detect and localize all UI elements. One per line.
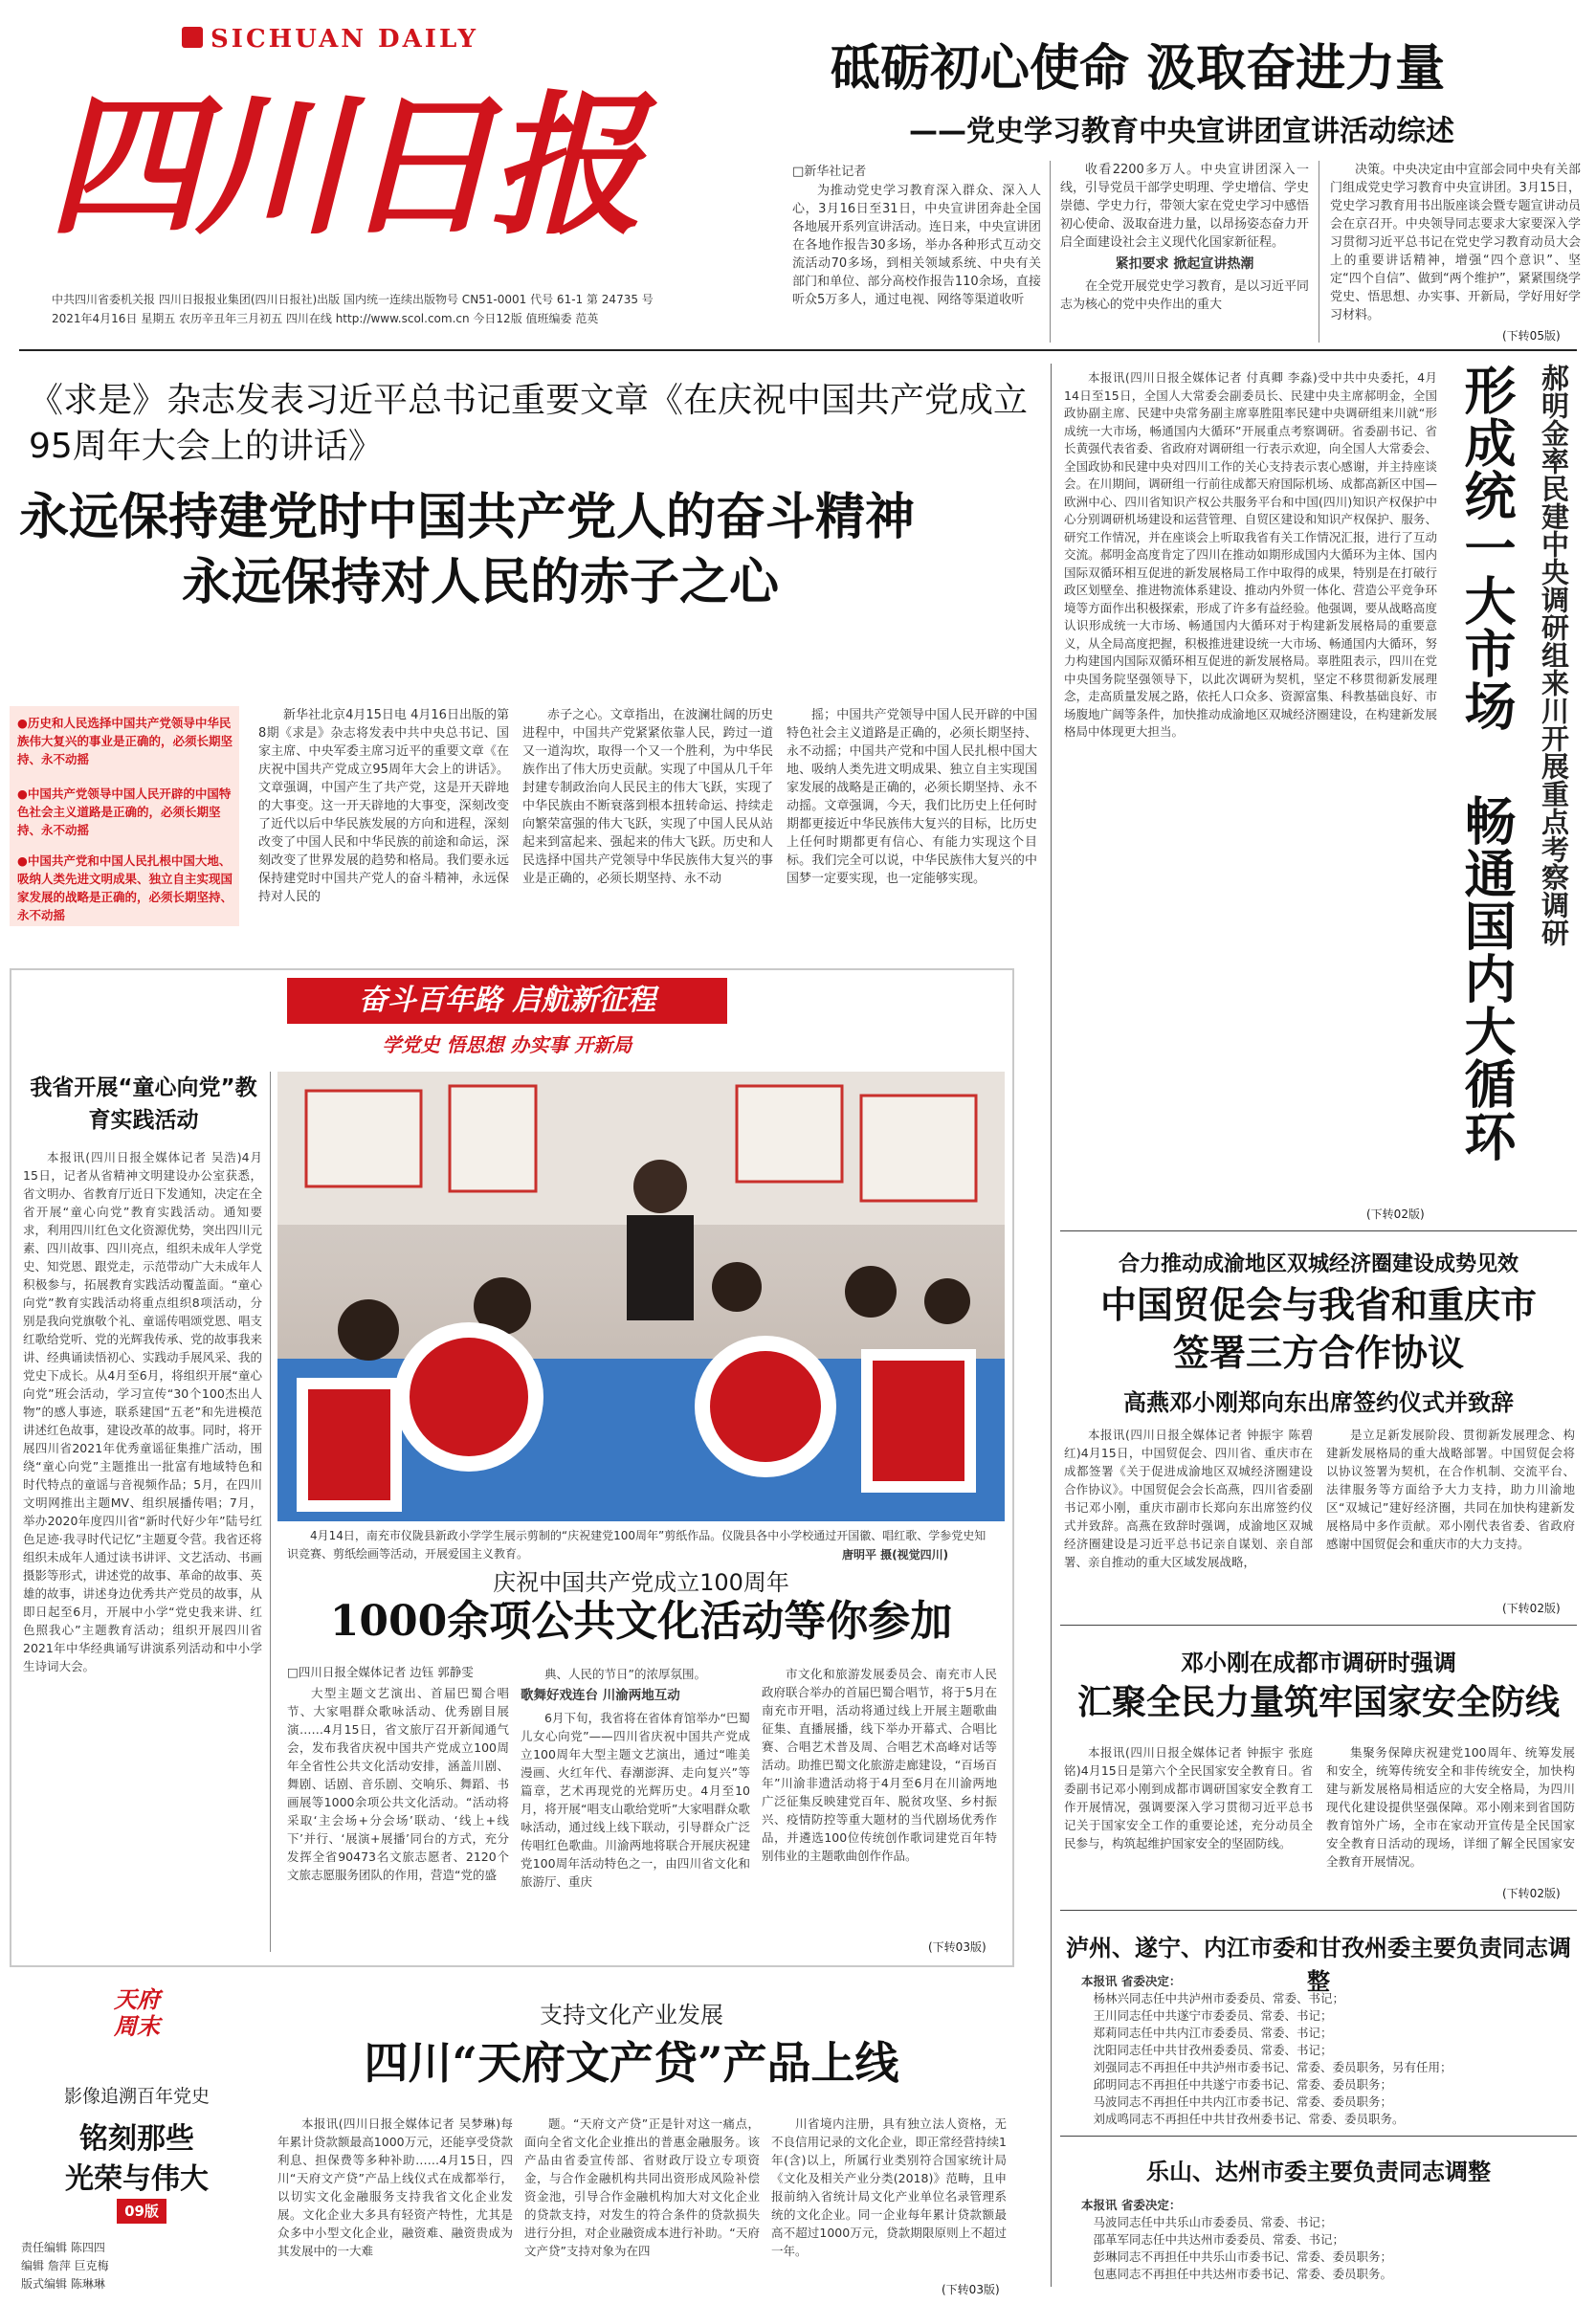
tianfu-desc: 影像追溯百年党史 — [63, 2086, 210, 2107]
tianfu-page-badge: 09版 — [117, 2199, 166, 2224]
appoint2-headline: 乐山、达州市委主要负责同志调整 — [1146, 2159, 1491, 2185]
editor-3: 版式编辑 陈琳琳 — [21, 2277, 105, 2291]
top-story-col2-head: 紧扣要求 掀起宣讲热潮 — [1115, 256, 1254, 272]
ccpit-col2 — [1326, 1426, 1575, 1603]
top-story-col1-text: 为推动党史学习教育深入群众、深入人心，3月16日至31日，中央宣讲团奔赴全国各地展开系列宣讲活动。连日来，中央宣讲团在各地作报告30多场，举办各种形式互动交流活动70多场，到相关领域系统、中央有关部门和单位、部分高校作报告110余场，直接听众5万多人，通过电视、网络等渠道收听 — [792, 184, 1041, 307]
security-col2 — [1326, 1743, 1575, 1887]
top-story-col2b-text: 在全党开展党史学习教育，是以习近平同志为核心的党中央作出的重大 — [1060, 279, 1309, 312]
loan-kicker: 支持文化产业发展 — [540, 2002, 723, 2028]
ccpit-subhead: 高燕邓小刚郑向东出席签约仪式并致辞 — [1123, 1389, 1514, 1416]
tianfu-column — [19, 1981, 255, 2229]
culture-col2a-text: 典、人民的节日”的浓厚氛围。 — [544, 1667, 706, 1681]
qiushi-bullet-1: ●历史和人民选择中国共产党领导中华民族伟大复兴的事业是正确的，必须长期坚持、永不动摇 — [17, 716, 233, 766]
culture-jump: (下转03版) — [928, 1940, 986, 1954]
editor-1: 责任编辑 陈四四 — [21, 2241, 105, 2254]
editors — [21, 2239, 109, 2293]
top-story-title: 砥砺初心使命 汲取奋进力量 — [831, 39, 1446, 98]
market-body — [1064, 369, 1437, 1207]
loan-col1-text: 本报讯(四川日报全媒体记者 吴梦琳)每年累计贷款额最高1000万元，还能享受贷款利息、担保费等多种补助……4月15日，四川“天府文产贷”产品上线仪式在成都举行，以切实文化金融服务支持我省文化企业发展。文化企业大多具有轻资产特性，尤其是众多中小型文化企业，融资难、融资贵成为其发展中的一大难 — [277, 2116, 513, 2258]
appoint1-item: 刘成鸣同志不再担任中共甘孜州委书记、常委、委员职务。 — [1093, 2112, 1405, 2126]
culture-col2b-text: 6月下旬，我省将在省体育馆举办“巴蜀儿女心向党”——四川省庆祝中国共产党成立100周年大型主题文艺演出，通过“唯美漫画、火红年代、春潮澎湃、走向复兴”等篇章，艺术再现党的光辉历史。4月至10月，将开展“唱支山歌给党听”大家唱群众歌咏活动，通过线上线下联动，引导群众广泛传唱红色歌曲。川渝两地将联合开展庆祝建党100周年活动特色之一，由四川省文化和旅游厅、重庆 — [521, 1711, 750, 1889]
qiushi-col1 — [258, 706, 509, 953]
masthead-title: 四川日报 — [48, 76, 638, 255]
qiushi-col3 — [787, 706, 1037, 953]
security-col1 — [1064, 1743, 1313, 1901]
ccpit-headline1: 中国贸促会与我省和重庆市 — [1099, 1283, 1537, 1326]
top-story-col2 — [1060, 161, 1309, 343]
ccpit-col1-text: 本报讯(四川日报全媒体记者 钟振宇 陈碧红)4月15日，中国贸促会、四川省、重庆市在成都签署《关于促进成渝地区双城经济圈建设合作协议》。中国贸促会会长高燕，四川省委副书记邓小刚，重庆市副市长郑向东出席签约仪式并致辞。高燕在致辞时强调，成渝地区双城经济圈建设是习近平总书记亲自谋划、亲自部署、亲自推动的重大区域发展战略， — [1064, 1428, 1313, 1569]
top-story-byline — [792, 161, 866, 179]
security-kicker: 邓小刚在成都市调研时强调 — [1181, 1650, 1456, 1676]
tongxin-headline: 我省开展“童心向党”教育实践活动 — [30, 1075, 257, 1133]
tianfu-logo: 天府周末 — [114, 1985, 160, 2040]
top-story-jump: (下转05版) — [1502, 329, 1561, 343]
qiushi-bullets-box — [10, 706, 239, 926]
qiushi-bullet-2: ●中国共产党领导中国人民开辟的中国特色社会主义道路是正确的，必须长期坚持、永不动摇 — [17, 786, 232, 837]
culture-col1-text: 大型主题文艺演出、首届巴蜀合唱节、大家唱群众歌咏活动、优秀剧目展演……4月15日，省文旅厅召开新闻通气会，发布我省庆祝中国共产党成立100周年全省性公共文化活动安排，涵盖川剧、舞剧、话剧、音乐剧、交响乐、舞蹈、书画展等1000余项公共文化活动。“活动将采取‘主会场+分会场’联动、‘线上+线下’并行、‘展演+展播’同台的方式，充分发挥全省90473名文旅志愿者、2120个文旅志愿服务团队的作用，营造“党的盛 — [287, 1686, 509, 1882]
appoint1-headline: 泸州、遂宁、内江市委和甘孜州委主要负责同志调整 — [1066, 1935, 1571, 1995]
appoint2-lead: 本报讯 省委决定： — [1081, 2198, 1182, 2212]
market-body-text: 本报讯(四川日报全媒体记者 付真卿 李淼)受中共中央委托，4月14日至15日，全国人大常委会副委员长、民建中央主席郝明金，全国政协副主席、民建中央常务副主席辜胜阻率民建中央调研组来川就“形成统一大市场，畅通国内大循环”开展重点考察调研。省委副书记、省长黄强代表省委、省政府对调研组一行表示欢迎，向全国人大常委会、全国政协和民建中央对四川工作的关心支持表示衷心感谢，并主持座谈会。在川期间，调研组一行前往成都天府国际机场、成都高新区中国—欧洲中心、四川省知识产权公共服务平台和中国(四川)知识产权保护中心分别调研机场建设和运营管理、自贸区建设和知识产权保护、服务、研究工作情况，并在座谈会上听取我省有关工作情况汇报，进行了互动交流。郝明金高度肯定了四川在推动如期形成国内大循环为主体、国内国际双循环相互促进的新发展格局工作中取得的成果，特别是在打破行政区划壁垒、推进物流体系建设、推动内外贸一体化、营造公平竞争环境等方面作出积极探索，形成了许多有益经验。他强调，要从战略高度认识形成统一大市场、畅通国内大循环对于构建新发展格局的重要意义，从全局高度把握，积极推进建设统一大市场、畅通国内大循环，努力构建国内国际双循环相互促进的新发展格局。辜胜阻表示，四川在党中央国务院坚强领导下，以此次调研为契机，坚定不移贯彻新发展理念，走高质量发展之路，依托人口众多、资源富集、科教基础良好、市场腹地广阔等条件，加快推动成渝地区双城经济圈建设，在构建新发展格局中体现更大担当。 — [1064, 370, 1437, 739]
photo-caption: 4月14日，南充市仪陇县新政小学学生展示剪制的“庆祝建党100周年”剪纸作品。仪陇县各中小学校通过开国徽、唱红歌、学参党史知识竞赛、剪纸绘画等活动，开展爱国主义教育。 — [287, 1529, 986, 1561]
qiushi-col1-text: 新华社北京4月15日电 4月16日出版的第8期《求是》杂志将发表中共中央总书记、国家主席、中央军委主席习近平的重要文章《在庆祝中国共产党成立95周年大会上的讲话》。文章强调，中国产生了共产党，这是开天辟地的大事变。这一开天辟地的大事变，深刻改变了近代以后中华民族发展的方向和进程，深刻改变了中国人民和中华民族的前途和命运，深刻改变了世界发展的趋势和格局。我们要永远保持建党时中国共产党人的奋斗精神，永远保持对人民的 — [258, 708, 509, 904]
qiushi-col3-text: 摇；中国共产党领导中国人民开辟的中国特色社会主义道路是正确的，必须长期坚持、永不动摇；中国共产党和中国人民扎根中国大地、吸纳人类先进文明成果、独立自主实现国家发展的战略是正确的，必须长期坚持、永不动摇。文章强调，今天，我们比历史上任何时期都更接近中华民族伟大复兴的目标，比历史上任何时期都更有信心、有能力实现这个目标。我们完全可以说，中华民族伟大复兴的中国梦一定要实现，也一定能够实现。 — [787, 708, 1037, 886]
qiushi-headline1: 永远保持建党时中国共产党人的奋斗精神 — [19, 488, 916, 546]
culture-headline: 1000余项公共文化活动等你参加 — [329, 1597, 953, 1646]
loan-jump: (下转03版) — [942, 2283, 1000, 2296]
appoint2-item: 彭琳同志不再担任中共乐山市委书记、常委、委员职务； — [1093, 2249, 1393, 2264]
qiushi-headline2: 永远保持对人民的赤子之心 — [182, 553, 780, 611]
appoint2-item: 邵革军同志任中共达州市委委员、常委、书记； — [1093, 2232, 1345, 2247]
market-subhead: 郝明金率民建中央调研组来川开展重点考察调研 — [1538, 364, 1570, 946]
appoint1-item: 刘强同志不再担任中共泸州市委书记、常委、委员职务，另有任用； — [1093, 2060, 1452, 2074]
culture-col3 — [762, 1665, 997, 1938]
security-col2-text: 集聚务保障庆祝建党100周年、统筹发展和安全，统筹传统安全和非传统安全，加快构建与新发展格局相适应的大安全格局，为四川现代化建设提供坚强保障。邓小刚来到省国防教育馆外广场，全市在家动开宣传是全民国家安全教育日活动的现场，详细了解全民国家安全教育开展情况。 — [1326, 1745, 1575, 1869]
ccpit-headline2: 签署三方合作协议 — [1172, 1331, 1464, 1374]
top-story-col1 — [792, 182, 1041, 344]
loan-col2-text: 题。“天府文产贷”正是针对这一痛点，面向全省文化企业推出的普惠金融服务。该产品由省委宣传部、省财政厅设立专项资金，与合作金融机构共同出资形成风险补偿资金池，引导合作金融机构加大对文化企业的贷款支持，对发生的符合条件的贷款损失进行分担，对企业融资成本进行补助。“天府文产贷”支持对象为在四 — [524, 2116, 760, 2258]
tianfu-title1: 铭刻那些 — [79, 2122, 194, 2156]
security-headline: 汇聚全民力量筑牢国家安全防线 — [1076, 1682, 1560, 1722]
qiushi-col2-text: 赤子之心。文章指出，在波澜壮阔的历史进程中，中国共产党紧紧依靠人民，跨过一道又一道沟坎，取得一个又一个胜利，为中华民族作出了伟大历史贡献。实现了中国从几千年封建专制政治向人民民主的伟大飞跃，实现了中华民族由不断衰落到根本扭转命运、持续走向繁荣富强的伟大飞跃，实现了中国人民从站起来到富起来、强起来的伟大飞跃。历史和人民选择中国共产党领导中华民族伟大复兴的事业是正确的，必须长期坚持、永不动 — [522, 708, 773, 886]
culture-col2 — [521, 1665, 750, 1957]
appoint2-item: 包惠同志不再担任中共达州市委书记、常委、委员职务。 — [1093, 2267, 1393, 2281]
ccpit-kicker: 合力推动成渝地区双城经济圈建设成势见效 — [1118, 1252, 1518, 1276]
loan-col3 — [771, 2115, 1007, 2279]
photo-illustration — [277, 1072, 1005, 1521]
loan-col2 — [524, 2115, 760, 2296]
appoint1-item: 沈阳同志任中共甘孜州委委员、常委、书记； — [1093, 2043, 1333, 2057]
loan-headline: 四川“天府文产贷”产品上线 — [364, 2037, 899, 2089]
market-jump: (下转02版) — [1366, 1207, 1425, 1221]
top-story-byline-text: 新华社记者 — [804, 165, 867, 179]
appoint1-lead: 本报讯 省委决定： — [1081, 1974, 1182, 1988]
loan-col3-text: 川省境内注册，具有独立法人资格，无不良信用记录的文化企业，即正常经营持续1年(含)以上，所属行业类别符合国家统计局《文化及相关产业分类(2018)》范畴，且申报前纳入省统计局文化产业单位名录管理系统的文化企业。同一企业每年累计贷款额最高不超过1000万元，贷款期限原则上不超过一年。 — [771, 2116, 1007, 2258]
byline-box-icon: □ — [792, 165, 805, 179]
masthead — [38, 17, 785, 343]
centennial-banner — [287, 978, 727, 1024]
appoint1-item: 马波同志不再担任中共内江市委书记、常委、委员职务； — [1093, 2094, 1393, 2109]
appoint1-item: 王川同志任中共遂宁市委委员、常委、书记； — [1093, 2008, 1333, 2023]
masthead-info-line2: 2021年4月16日 星期五 农历辛丑年三月初五 四川在线 http://www.scol.com.cn 今日12版 值班编委 范英 — [52, 312, 599, 325]
culture-col3-text: 市文化和旅游发展委员会、南充市人民政府联合举办的首届巴蜀合唱节，将于5月在南充市开唱，活动将通过线上开展主题歌曲征集、直播展播，线下举办开幕式、合唱比赛、合唱艺术普及周、合唱艺术高峰对话等活动。助推巴蜀文化旅游走廊建设，“百场百年”川渝非遗活动将于4月至6月在川渝两地广泛征集反映建党百年、脱贫攻坚、乡村振兴、疫情防控等重大题材的当代剧场优秀作品，并遴选100位传统创作歌词建党百年特别伟业的主题歌曲创作作品。 — [762, 1667, 997, 1863]
photo-credit: 唐明平 摄(视觉四川) — [842, 1548, 949, 1562]
qiushi-kicker: 《求是》杂志发表习近平总书记重要文章《在庆祝中国共产党成立95周年大会上的讲话》 — [29, 381, 1029, 466]
tongxin-body-text: 本报讯(四川日报全媒体记者 吴浩)4月15日，记者从省精神文明建设办公室获悉，省文明办、省教育厅近日下发通知，决定在全省开展“童心向党”教育实践活动。通知要求，利用四川红色文化资源优势，突出四川元素、四川故事、四川亮点，组织未成年人学党史、知党恩、跟党走，示范带动广大未成年人积极参与，拓展教育实践活动覆盖面。“童心向党”教育实践活动将重点组织8项活动，分别是我向党旗敬个礼、童谣传唱颂党恩、唱支红歌给党听、党的光辉我传承、党的故事我来讲、经典诵读悟初心、实践动手展风采、我的党史下成长。从4月至6月，将组织开展“童心向党”班会活动，学习宣传“30个100杰出人物”的感人事迹，联系建国“五老”和先进模范讲述红色故事，建设改革的故事。同时，将开展四川省2021年优秀童谣征集推广活动，围绕“童心向党”主题推出一批富有地域特色和时代特点的童谣与音视频作品；5月，在四川文明网推出主题MV、组织展播传唱；7月，举办2020年度四川省“新时代好少年”陆号红色足迹·我寻时代记忆”主题夏令营。我省还将组织未成年人通过读书讲评、文艺活动、书画摄影等形式，讲述党的故事、革命的故事、英雄的故事，讲述身边优秀共产党员的故事，从即日起至6月，开展中小学“党史我来讲、红色照我心”主题教育活动；组织开展四川省2021年中华经典诵写讲演系列活动和中小学生诗词大会。 — [23, 1150, 262, 1673]
centennial-slogan: 学党史 悟思想 办实事 开新局 — [382, 1033, 632, 1056]
masthead-info-line1: 中共四川省委机关报 四川日报报业集团(四川日报社)出版 国内统一连续出版物号 CN51-0001 代号 61-1 第 24735 号 — [52, 293, 654, 306]
security-jump: (下转02版) — [1502, 1887, 1561, 1900]
culture-byline-text: 四川日报全媒体记者 边钰 郭静雯 — [298, 1665, 474, 1679]
culture-col1 — [287, 1684, 509, 1957]
culture-byline — [287, 1663, 474, 1680]
tianfu-title2: 光荣与伟大 — [65, 2162, 209, 2196]
tongxin-body — [23, 1148, 262, 1952]
masthead-logo-icon — [182, 27, 203, 48]
ccpit-col2-text: 是立足新发展阶段、贯彻新发展理念、构建新发展格局的重大战略部署。中国贸促会将以协议签署为契机，在合作机制、交流平台、法律服务等方面给予大力支持，助力川渝地区“双城记”建好经济圈，共同在加快构建新发展格局中多作贡献。邓小刚代表省委、省政府感谢中国贸促会和重庆市的大力支持。 — [1326, 1428, 1575, 1551]
ccpit-jump: (下转02版) — [1502, 1602, 1561, 1615]
security-col1-text: 本报讯(四川日报全媒体记者 钟振宇 张庭铭)4月15日是第六个全民国家安全教育日。省委副书记邓小刚到成都市调研国家安全教育工作开展情况，强调要深入学习贯彻习近平总书记关于国家安全工作的重要论述，充分动员全民参与，构筑起维护国家安全的坚固防线。 — [1064, 1745, 1313, 1850]
top-story-col3 — [1330, 161, 1581, 325]
appoint1-list — [1081, 1973, 1569, 2128]
photo — [277, 1072, 1005, 1521]
top-story-col3-text: 决策。中央决定由中宣部会同中央有关部门组成党史学习教育中央宣讲团。3月15日，党史学习教育用书出版座谈会暨专题宣讲动员会在京召开。中央领导同志要求大家要深入学习贯彻习近平总书记在党史学习教育动员大会上的重要讲话精神，增强“四个意识”、坚定“四个自信”、做到“两个维护”，紧紧围绕学党史、悟思想、办实事、开新局，学好用好学习材料。 — [1330, 163, 1581, 322]
loan-col1 — [277, 2115, 513, 2296]
centennial-banner-text: 奋斗百年路 启航新征程 — [358, 984, 656, 1017]
market-headline: 形成统一大市场 畅通国内大循环 — [1456, 364, 1518, 1163]
appoint2-item: 马波同志任中共乐山市委委员、常委、书记； — [1093, 2215, 1333, 2229]
top-story-subtitle: ——党史学习教育中央宣讲团宣讲活动综述 — [909, 115, 1454, 148]
appoint1-item: 杨林兴同志任中共泸州市委委员、常委、书记； — [1093, 1991, 1345, 2005]
ccpit-col1 — [1064, 1426, 1313, 1617]
culture-kicker: 庆祝中国共产党成立100周年 — [493, 1569, 789, 1596]
qiushi-col2 — [522, 706, 773, 953]
appoint1-item: 郑莉同志任中共内江市委委员、常委、书记； — [1093, 2026, 1333, 2040]
appoint1-item: 邱明同志不再担任中共遂宁市委书记、常委、委员职务； — [1093, 2077, 1393, 2092]
culture-byline-box-icon: □ — [287, 1665, 299, 1679]
appoint2-list — [1081, 2197, 1569, 2283]
culture-col2-head: 歌舞好戏连台 川渝两地互动 — [521, 1688, 680, 1703]
masthead-english: SICHUAN DAILY — [211, 25, 479, 54]
editor-2: 编辑 詹萍 巨克梅 — [21, 2259, 109, 2272]
top-story-col2a-text: 收看2200多万人。中央宣讲团深入一线，引导党员干部学史明理、学史增信、学史崇德、学史力行，带领大家在党史学习中感悟初心使命、汲取奋进力量，以昂扬姿态奋力开启全面建设社会主义现代化国家新征程。 — [1060, 163, 1309, 250]
qiushi-bullet-3: ●中国共产党和中国人民扎根中国大地、吸纳人类先进文明成果、独立自主实现国家发展的战略是正确的，必须长期坚持、永不动摇 — [17, 853, 233, 922]
